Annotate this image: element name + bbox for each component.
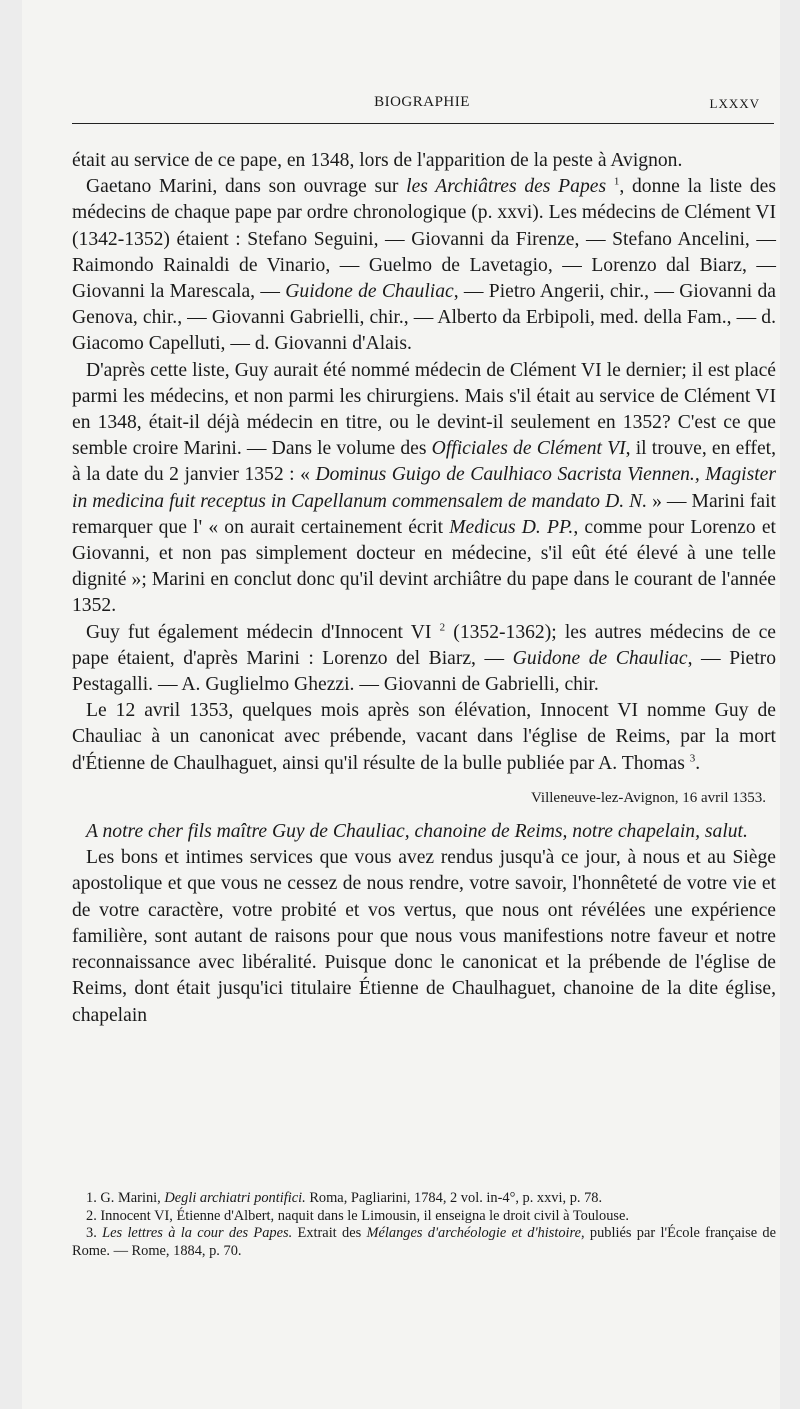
footnotes (72, 1190, 776, 1260)
book-page (22, 0, 780, 1409)
running-title: BIOGRAPHIE (374, 94, 470, 110)
footnote: 3. Les lettres à la cour des Papes. Extrait des Mélanges d'archéologie et d'histoire, publiés par l'École française de Rome. — Rome, 1884, p. 70. (72, 1225, 777, 1259)
letter-salutation: A notre cher fils maître Guy de Chauliac, chanoine de Reims, notre chapelain, salut. (86, 821, 748, 843)
paragraph: Gaetano Marini, dans son ouvrage sur les Archiâtres des Papes $^1$, donne la liste des médecins de chaque pape par ordre chronologique (p. xxvi). Les médecins de Clément VI (1342-1352) étaient : Stefano Seguini, — Giovanni da Firenze, — Stefano Ancelini, — Raimondo Rainaldi de Vinario, — Guelmo de Lavetagio, — Lorenzo dal Biarz, — Giovanni la Marescala, — Guidone de Chauliac, — Pietro Angerii, chir., — Giovanni da Genova, chir., — Giovanni Gabrielli, chir., — Alberto da Erbipoli, med. della Fam., — d. Giacomo Capelluti, — d. Giovanni d'Alais. (72, 175, 776, 355)
letter-paragraph: Les bons et intimes services que vous avez rendus jusqu'à ce jour, à nous et au Siège apostolique et que vous ne cessez de nous rendre, votre savoir, l'honnêteté de votre vie et de votre caractère, votre probité et vos vertus, que nous ont révélées une expérience familière, sont autant de raisons pour que nous vous manifestions notre faveur et notre reconnaissance avec libéralité. Puisque donc le canonicat et la prébende de l'église de Reims, dont était jusqu'ici titulaire Étienne de Chaulhaguet, chanoine de la dite église, chapelain (72, 847, 776, 1026)
page-number: LXXXV (709, 96, 760, 111)
footnote: 1. G. Marini, Degli archiatri pontifici. Roma, Pagliarini, 1784, 2 vol. in-4°, p. xxvi, p. 78. (86, 1190, 603, 1206)
page-header (72, 92, 772, 118)
body-text (72, 148, 776, 1029)
footnote: 2. Innocent VI, Étienne d'Albert, naquit dans le Limousin, il enseigna le droit civil à Toulouse. (86, 1207, 629, 1224)
paragraph: Le 12 avril 1353, quelques mois après son élévation, Innocent VI nomme Guy de Chauliac à un canonicat avec prébende, vacant dans l'église de Reims, par la mort d'Étienne de Chaulhaguet, ainsi qu'il résulte de la bulle publiée par A. Thomas $^3$. (72, 700, 776, 774)
header-rule (72, 123, 774, 124)
paragraph: était au service de ce pape, en 1348, lors de l'apparition de la peste à Avignon. (72, 150, 683, 171)
paragraph: D'après cette liste, Guy aurait été nommé médecin de Clément VI le dernier; il est placé parmi les médecins, et non parmi les chirurgiens. Mais s'il était au service de Clément VI en 1348, était-il déjà médecin en titre, ou le devint-il seulement en 1352? C'est ce que semble croire Marini. — Dans le volume des Officiales de Clément VI, il trouve, en effet, à la date du 2 janvier 1352 : « Dominus Guigo de Caulhiaco Sacrista Viennen., Magister in medicina fuit receptus in Capellanum commensalem de mandato D. N. » — Marini fait remarquer que l' « on aurait certainement écrit Medicus D. PP., comme pour Lorenzo et Giovanni, et non pas simplement docteur en médecine, s'il eût été élevé à une telle dignité »; Marini en conclut donc qu'il devint archiâtre du pape dans le courant de l'année 1352. (72, 359, 777, 617)
paragraph: Guy fut également médecin d'Innocent VI $^2$ (1352-1362); les autres médecins de ce pape étaient, d'après Marini : Lorenzo del Biarz, — Guidone de Chauliac, — Pietro Pestagalli. — A. Guglielmo Ghezzi. — Giovanni de Gabrielli, chir. (72, 621, 776, 696)
dateline: Villeneuve-lez-Avignon, 16 avril 1353. (530, 789, 766, 806)
